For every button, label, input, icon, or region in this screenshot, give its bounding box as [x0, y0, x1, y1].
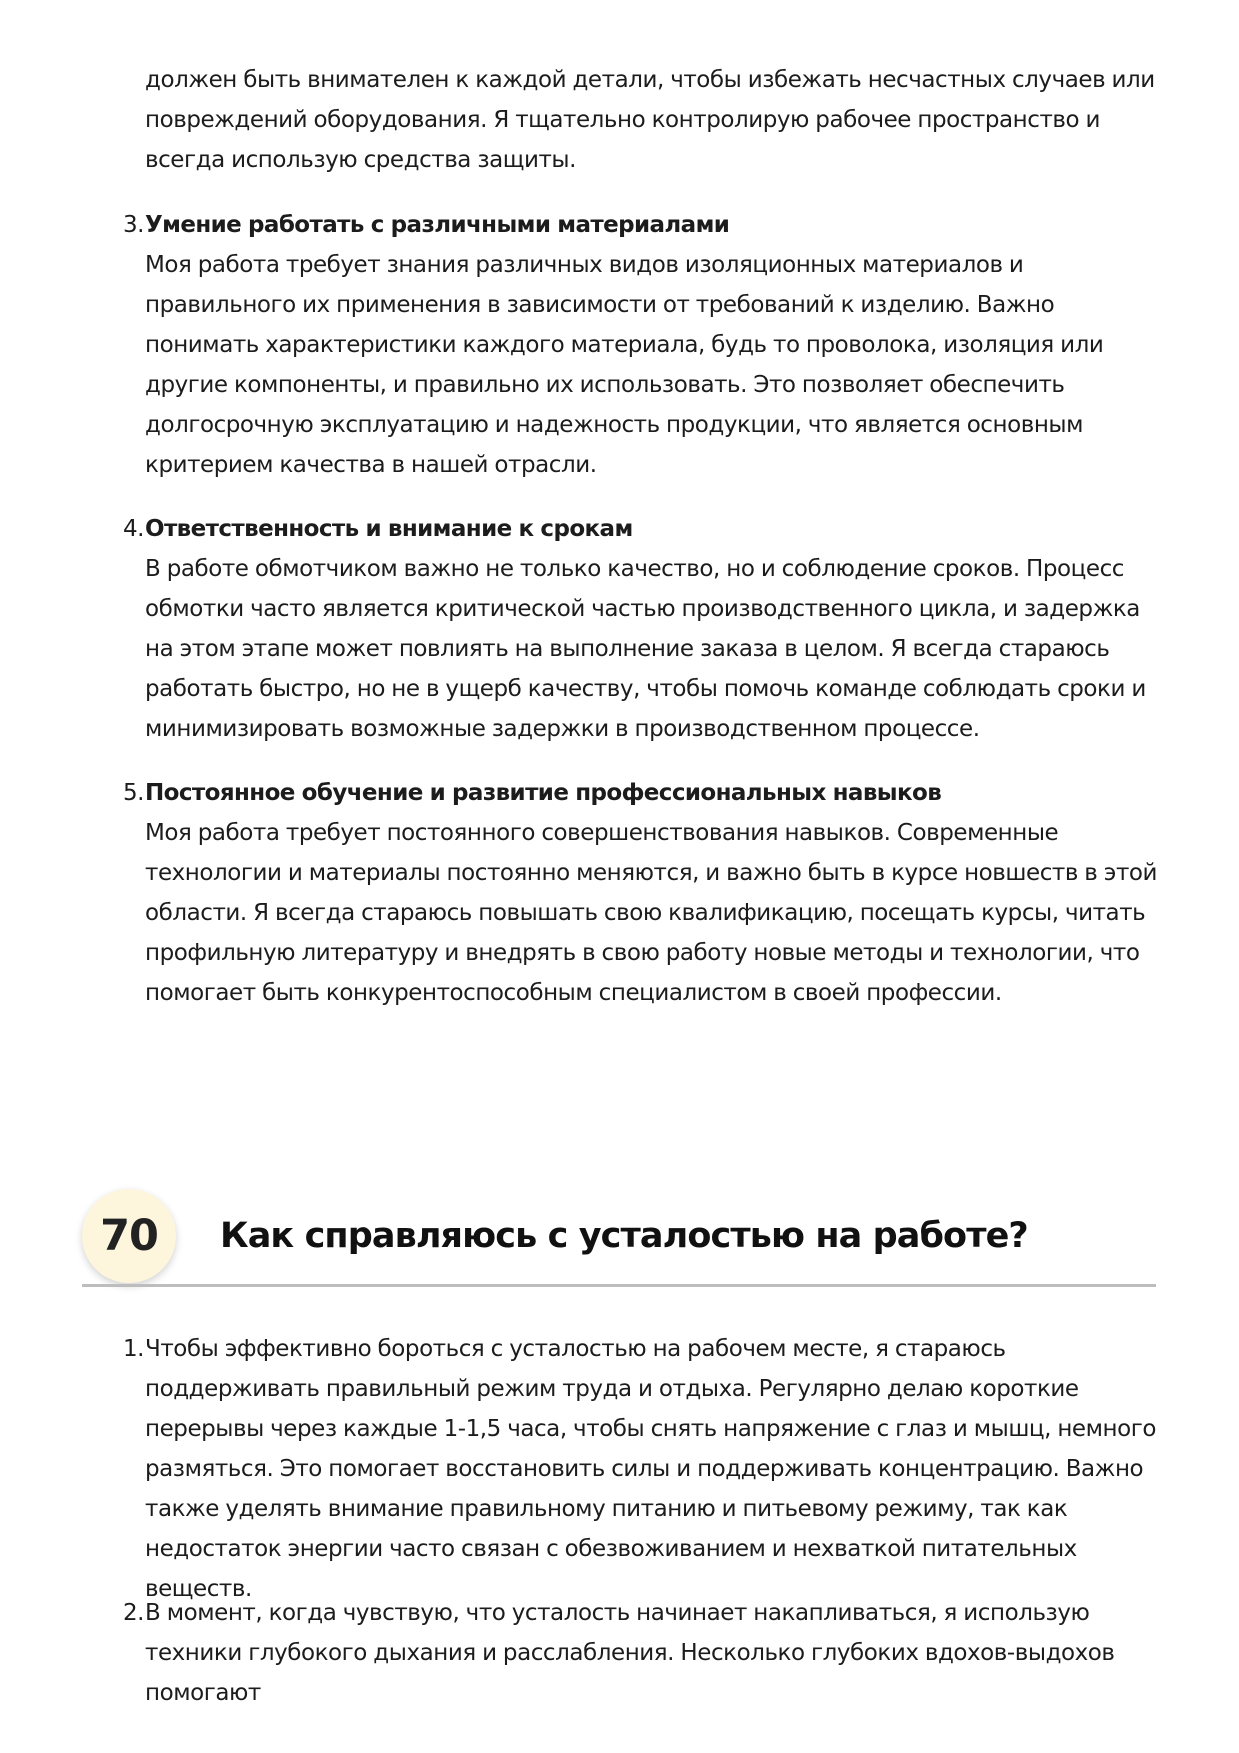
- section-number-badge: 70: [82, 1189, 176, 1283]
- list-item-number: 1.: [122, 1336, 144, 1362]
- list-item-number: 5.: [122, 780, 144, 806]
- list-item: [122, 773, 1165, 1013]
- section-header: [82, 1177, 1156, 1287]
- list-item-body: Моя работа требует постоянного совершенствования навыков. Современные технологии и материалы постоянно меняются, и важно быть в курсе новшеств в этой области. Я всегда стараюсь повышать свою квалификацию, посещать курсы, читать профильную литературу и внедрять в свою работу новые методы и технологии, что помогает быть конкурентоспособным специалистом в своей профессии.: [145, 820, 1158, 1006]
- list-item-title: Постоянное обучение и развитие профессиональных навыков: [145, 780, 942, 806]
- list-item: [122, 1593, 1165, 1713]
- section-title: Как справляюсь с усталостью на работе?: [220, 1216, 1028, 1256]
- list-item-body: В момент, когда чувствую, что усталость начинает накапливаться, я использую техники глубокого дыхания и расслабления. Несколько глубоких вдохов-выдохов помогают: [145, 1600, 1115, 1706]
- list-item: [122, 509, 1165, 749]
- list-item: [122, 1329, 1165, 1609]
- list-item-number: 3.: [122, 212, 144, 238]
- section-divider: [82, 1284, 1156, 1287]
- list-item-body: Чтобы эффективно бороться с усталостью на рабочем месте, я стараюсь поддерживать правильный режим труда и отдыха. Регулярно делаю короткие перерывы через каждые 1-1,5 часа, чтобы снять напряжение с глаз и мышц, немного размяться. Это помогает восстановить силы и поддерживать концентрацию. Важно также уделять внимание правильному питанию и питьевому режиму, так как недостаток энергии часто связан с обезвоживанием и нехваткой питательных веществ.: [145, 1336, 1156, 1602]
- intro-paragraph: должен быть внимателен к каждой детали, чтобы избежать несчастных случаев или повреждений оборудования. Я тщательно контролирую рабочее пространство и всегда использую средства защиты.: [145, 67, 1155, 173]
- list-item: [122, 205, 1165, 485]
- list-item-number: 2.: [122, 1600, 144, 1626]
- list-item-body: Моя работа требует знания различных видов изоляционных материалов и правильного их применения в зависимости от требований к изделию. Важно понимать характеристики каждого материала, будь то проволока, изоляция или другие компоненты, и правильно их использовать. Это позволяет обеспечить долгосрочную эксплуатацию и надежность продукции, что является основным критерием качества в нашей отрасли.: [145, 252, 1104, 478]
- list-item-title: Ответственность и внимание к срокам: [145, 516, 633, 542]
- list-item-title: Умение работать с различными материалами: [145, 212, 730, 238]
- list-item-body: В работе обмотчиком важно не только качество, но и соблюдение сроков. Процесс обмотки часто является критической частью производственного цикла, и задержка на этом этапе может повлиять на выполнение заказа в целом. Я всегда стараюсь работать быстро, но не в ущерб качеству, чтобы помочь команде соблюдать сроки и минимизировать возможные задержки в производственном процессе.: [145, 556, 1146, 742]
- list-item-number: 4.: [122, 516, 144, 542]
